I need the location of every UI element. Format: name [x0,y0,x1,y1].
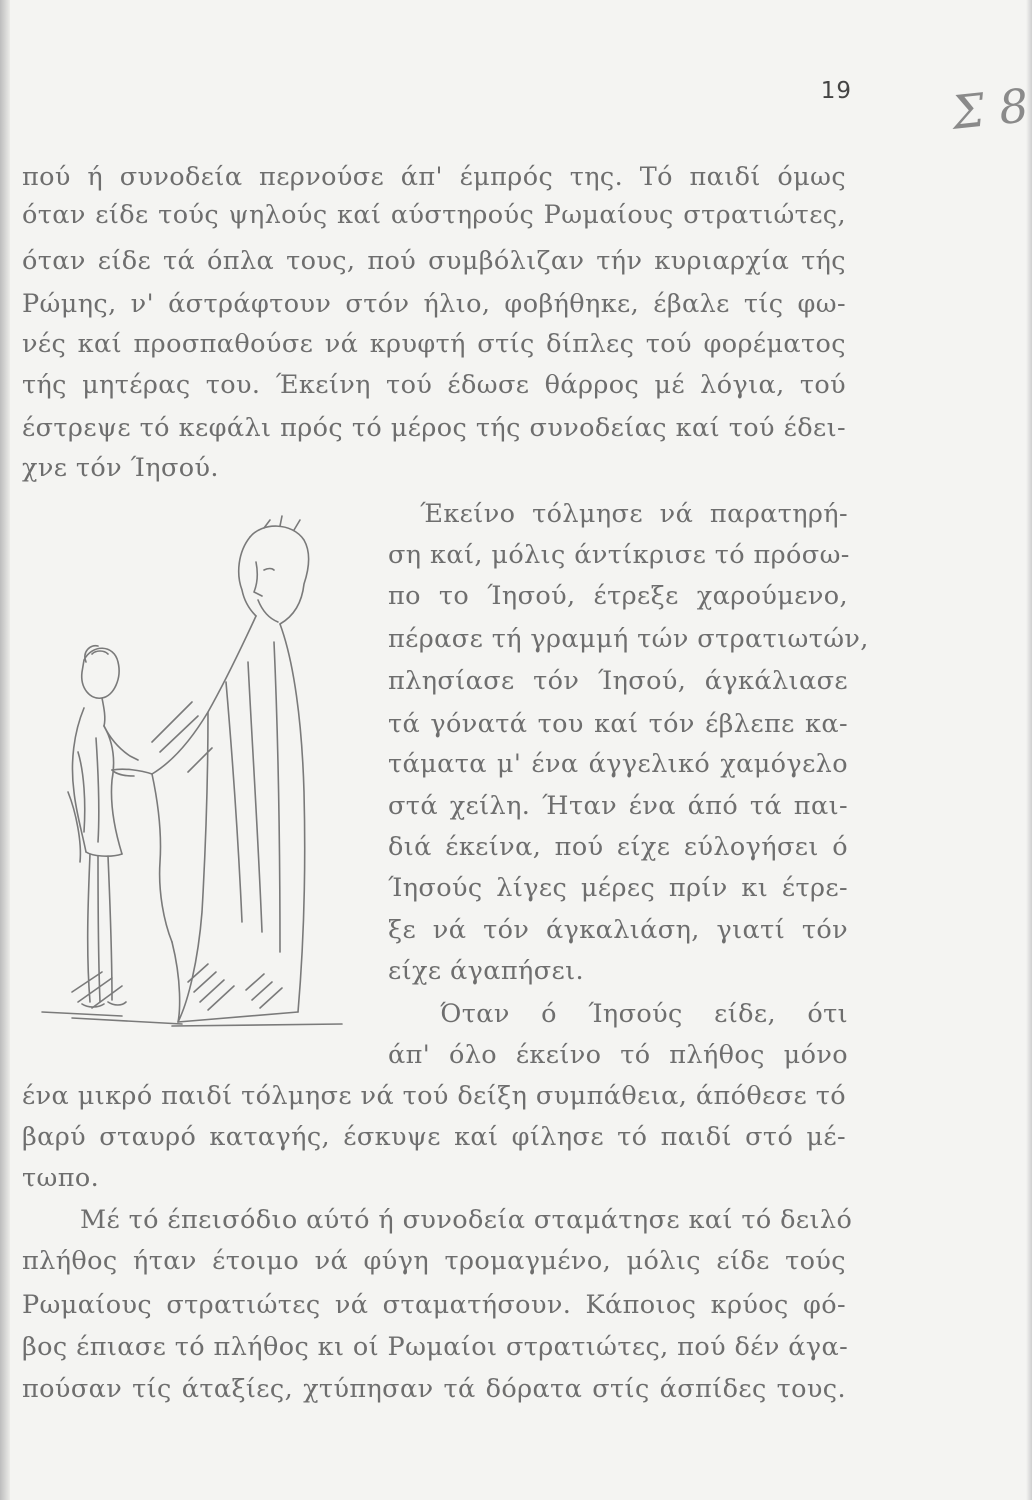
text-line: όταν είδε τά όπλα τους, πού συμβόλιζαν τήν κυριαρχία τής [22,246,846,276]
text-line: πούσαν τίς άταξίες, χτύπησαν τά δόρατα στίς άσπίδες τους. [22,1374,846,1404]
text-line: τής μητέρας του. Έκείνη τού έδωσε θάρρος μέ λόγια, τού [22,370,846,400]
text-line: Ρωμαίους στρατιώτες νά σταματήσουν. Κάποιος κρύος φό- [22,1290,846,1320]
page-number: 19 [820,78,852,104]
text-line: ξε νά τόν άγκαλιάση, γιατί τόν [388,915,848,945]
text-line: άπ' όλο έκείνο τό πλήθος μόνο [388,1040,848,1070]
text-line: είχε άγαπήσει. [388,956,585,986]
text-line: έστρεψε τό κεφάλι πρός τό μέρος τής συνοδείας καί τού έδει- [22,413,846,443]
text-line: όταν είδε τούς ψηλούς καί αύστηρούς Ρωμαίους στρατιώτες, [22,200,846,230]
text-line: τωπο. [22,1163,100,1193]
text-line: Έκείνο τόλμησε νά παρατηρή- [420,499,848,529]
text-line: Ρώμης, ν' άστράφτουν στόν ήλιο, φοβήθηκε, έβαλε τίς φω- [22,289,846,319]
text-line: πλήθος ήταν έτοιμο νά φύγη τρομαγμένο, μόλις είδε τούς [22,1246,846,1276]
jesus-and-child-illustration [12,512,382,1042]
text-line: νές καί προσπαθούσε νά κρυφτή στίς δίπλες τού φορέματος [22,329,846,359]
page-right-edge-shadow [1026,0,1032,1500]
page-left-edge-shadow [0,0,10,1500]
text-line: πέρασε τή γραμμή τών στρατιωτών, [388,624,869,654]
text-line: χνε τόν Ίησού. [22,453,219,483]
text-line: Όταν ό Ίησούς είδε, ότι [440,999,848,1029]
text-line: ση καί, μόλις άντίκρισε τό πρόσω- [388,540,850,570]
text-line: πο το Ίησού, έτρεξε χαρούμενο, [388,581,848,611]
text-line: Μέ τό έπεισόδιο αύτό ή συνοδεία σταμάτησε καί τό δειλό [80,1205,853,1235]
text-line: τά γόνατά του καί τόν έβλεπε κα- [388,709,848,739]
text-line: διά έκείνα, πού είχε εύλογήσει ό [388,832,848,862]
text-line: ένα μικρό παιδί τόλμησε νά τού δείξη συμπάθεια, άπόθεσε τό [22,1081,846,1111]
text-line: βαρύ σταυρό καταγής, έσκυψε καί φίλησε τό παιδί στό μέ- [22,1122,846,1152]
handwritten-margin-note: Σ 8 [949,78,1032,140]
text-line: πλησίασε τόν Ίησού, άγκάλιασε [388,666,848,696]
text-line: πού ή συνοδεία περνούσε άπ' έμπρός της. Τό παιδί όμως [22,162,846,192]
line-drawing [12,512,382,1042]
text-line: βος έπιασε τό πλήθος κι οί Ρωμαίοι στρατιώτες, πού δέν άγα- [22,1332,849,1362]
text-line: τάματα μ' ένα άγγελικό χαμόγελο [388,749,848,779]
text-line: στά χείλη. Ήταν ένα άπό τά παι- [388,791,848,821]
text-line: Ίησούς λίγες μέρες πρίν κι έτρε- [388,873,848,903]
